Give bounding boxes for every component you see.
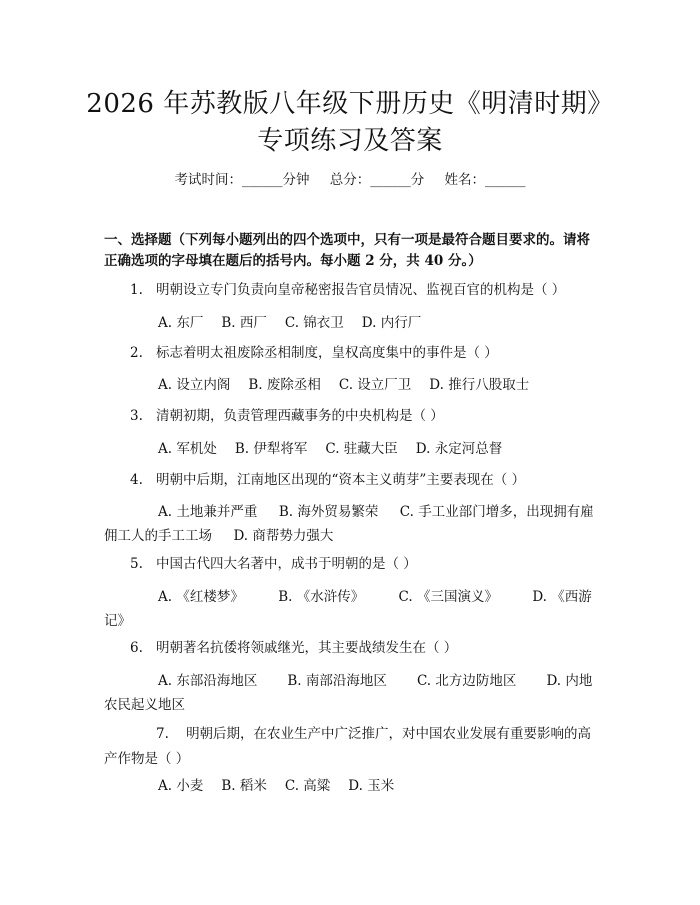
question-text: 清朝初期，负责管理西藏事务的中央机构是（ ） [156,408,444,424]
option-a: A. 军机处 [158,441,217,457]
question-2 [104,341,596,366]
exam-info [0,168,700,188]
section-heading-choice: 一、选择题（下列每小题列出的四个选项中，只有一项是最符合题目要求的。请将正确选项的字母填在题后的括号内。每小题 2 分，共 40 分。） [104,232,590,269]
question-text: 明朝中后期，江南地区出现的“资本主义萌芽”主要表现在（ ） [156,472,526,488]
option-b: B. 海外贸易繁荣 [278,504,379,520]
question-number: 6. [130,640,143,656]
page-subtitle: 专项练习及答案 [257,126,443,156]
question-number: 1. [130,282,143,298]
page-title: 2026 年苏教版八年级下册历史《明清时期》 [86,89,614,119]
option-c: C. 手工业部门增多，出现拥有雇佣工人的手工工场 [104,504,594,544]
question-text: 中国古代四大名著中，成书于明朝的是（ ） [156,556,417,572]
question-1-options [104,311,596,335]
option-c: C. 高粱 [284,778,331,794]
option-b: B. 南部沿海地区 [287,673,387,689]
option-a: A. 设立内阁 [158,377,231,393]
option-c: C. 《三国演义》 [398,589,498,605]
option-b: B. 废除丞相 [248,377,321,393]
question-text: 标志着明太祖废除丞相制度，皇权高度集中的事件是（ ） [156,345,498,361]
option-a: A. 小麦 [158,778,204,794]
option-a: A. 《红楼梦》 [158,589,244,605]
option-d: D. 永定河总督 [415,441,503,457]
option-a: A. 东部沿海地区 [158,673,258,689]
option-a: A. 土地兼并严重 [158,504,258,520]
option-b: B. 西厂 [221,315,267,331]
option-d: D. 《西游记》 [104,589,592,629]
option-d: D. 商帮势力强大 [233,528,334,544]
option-c: C. 驻藏大臣 [325,441,398,457]
total-score-field: 总分：______分 [329,172,425,188]
question-text: 明朝设立专门负责向皇帝秘密报告官员情况、监视百官的机构是（ ） [156,282,566,298]
question-number: 2. [130,345,143,361]
option-d: D. 内地农民起义地区 [104,673,593,713]
exam-time-field: 考试时间：______分钟 [174,172,310,188]
name-field: 姓名：______ [444,172,526,188]
option-c: C. 设立厂卫 [338,377,412,393]
option-b: B. 稻米 [221,778,267,794]
question-7 [104,722,596,772]
option-d: D. 推行八股取士 [429,377,530,393]
question-5-options [104,585,596,633]
question-text: 明朝后期，在农业生产中广泛推广，对中国农业发展有重要影响的高产作物是（ ） [104,726,592,767]
question-1 [104,278,596,303]
question-4-options [104,500,596,548]
question-3 [104,404,596,429]
option-c: C. 北方边防地区 [416,673,517,689]
question-6-options [104,669,596,717]
option-d: D. 内行厂 [361,315,422,331]
option-b: B. 伊犁将军 [234,441,308,457]
option-c: C. 锦衣卫 [284,315,344,331]
option-d: D. 玉米 [348,778,395,794]
question-number: 5. [130,556,143,572]
option-b: B. 《水浒传》 [278,589,365,605]
question-number: 7. [156,726,169,742]
question-6 [104,636,596,661]
question-2-options [104,373,596,397]
question-number: 4. [130,472,143,488]
question-4 [104,468,596,493]
question-5 [104,552,596,577]
question-7-options [104,774,596,798]
question-text: 明朝著名抗倭将领戚继光，其主要战绩发生在（ ） [156,640,458,656]
question-number: 3. [130,408,143,424]
question-3-options [104,437,596,461]
option-a: A. 东厂 [158,315,204,331]
